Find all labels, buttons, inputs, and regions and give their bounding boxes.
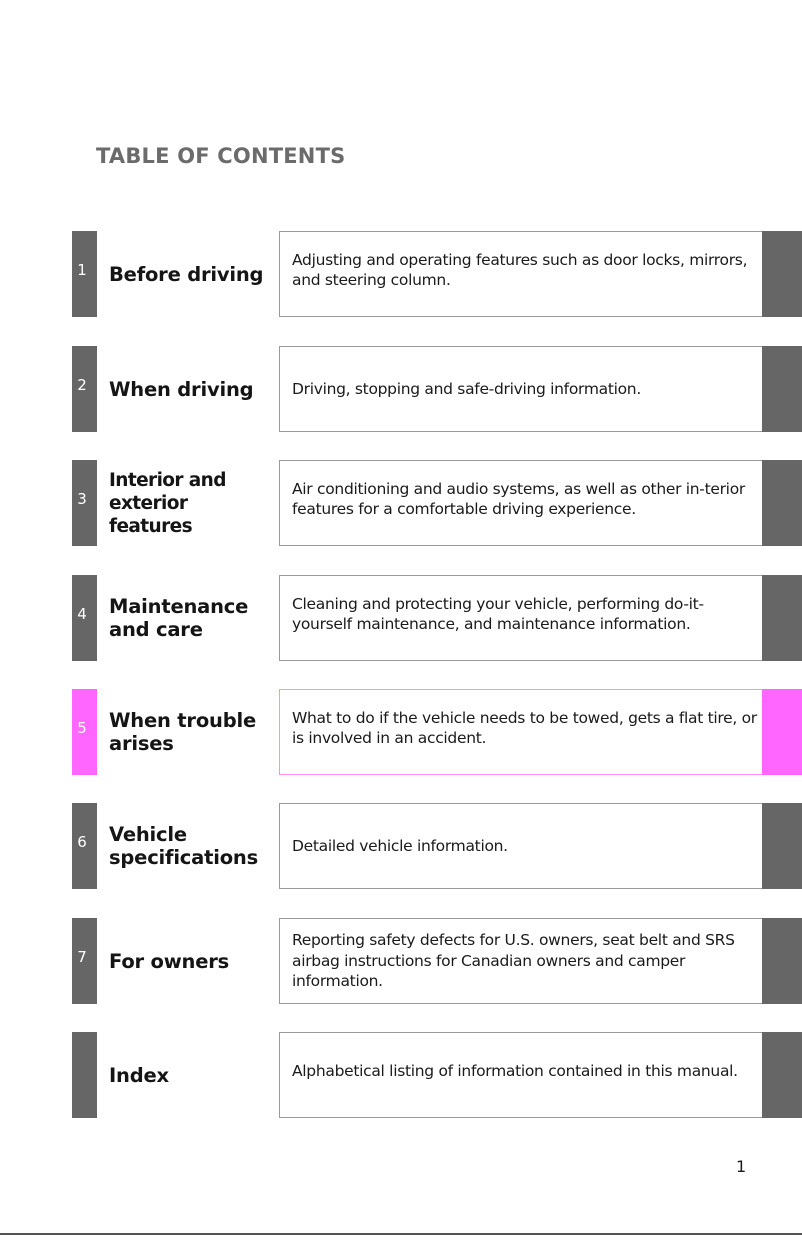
- chapter-title-line: When driving: [109, 377, 254, 401]
- toc-row-when-driving[interactable]: [0, 346, 802, 432]
- chapter-tab[interactable]: [72, 575, 97, 661]
- chapter-description: Cleaning and protecting your vehicle, performing do-it-yourself maintenance, and maintenance information.: [292, 594, 704, 633]
- chapter-title-line: exterior features: [109, 492, 192, 537]
- chapter-title-line: specifications: [109, 846, 259, 869]
- chapter-title-line: Interior and: [109, 469, 226, 491]
- page-title: TABLE OF CONTENTS: [96, 144, 346, 168]
- chapter-number: 3: [77, 490, 87, 508]
- chapter-title[interactable]: [109, 918, 275, 1004]
- chapter-number: 4: [77, 605, 87, 623]
- chapter-title-line: When trouble: [109, 709, 256, 732]
- chapter-title[interactable]: [109, 460, 275, 546]
- toc-row-for-owners[interactable]: [0, 918, 802, 1004]
- chapter-tab[interactable]: [72, 346, 97, 432]
- chapter-title-line: Maintenance: [109, 595, 249, 618]
- chapter-description: Reporting safety defects for U.S. owners, seat belt and SRS airbag instructions for Canadian owners and camper information.: [292, 931, 735, 991]
- chapter-tab[interactable]: [72, 689, 97, 775]
- chapter-description-box[interactable]: [279, 346, 763, 432]
- chapter-title-line: arises: [109, 732, 174, 755]
- chapter-description-box[interactable]: [279, 689, 763, 775]
- toc-row-vehicle-specifications[interactable]: [0, 803, 802, 889]
- toc-row-before-driving[interactable]: [0, 231, 802, 317]
- chapter-number: 6: [77, 833, 87, 851]
- chapter-description-box[interactable]: [279, 231, 763, 317]
- chapter-title[interactable]: [109, 575, 275, 661]
- chapter-tab[interactable]: [72, 1032, 97, 1118]
- chapter-description-box[interactable]: [279, 1032, 763, 1118]
- page-number: 1: [736, 1157, 747, 1176]
- chapter-description: Alphabetical listing of information contained in this manual.: [292, 1061, 738, 1080]
- chapter-description: Detailed vehicle information.: [292, 836, 508, 855]
- thumb-index-tab[interactable]: [762, 346, 802, 432]
- chapter-title[interactable]: [109, 231, 275, 317]
- chapter-description: What to do if the vehicle needs to be towed, gets a flat tire, or is involved in an accident.: [292, 708, 757, 747]
- chapter-title-line: For owners: [109, 949, 230, 973]
- chapter-title[interactable]: [109, 1032, 275, 1118]
- chapter-title-line: Before driving: [109, 262, 264, 286]
- chapter-tab[interactable]: [72, 918, 97, 1004]
- chapter-number: 5: [77, 719, 87, 737]
- toc-row-maintenance-and-care[interactable]: [0, 575, 802, 661]
- chapter-number: 2: [77, 376, 87, 394]
- thumb-index-tab[interactable]: [762, 460, 802, 546]
- chapter-description: Adjusting and operating features such as door locks, mirrors, and steering column.: [292, 250, 748, 289]
- thumb-index-tab[interactable]: [762, 231, 802, 317]
- chapter-description-box[interactable]: [279, 918, 763, 1004]
- thumb-index-tab[interactable]: [762, 1032, 802, 1118]
- thumb-index-tab[interactable]: [762, 918, 802, 1004]
- chapter-description: Air conditioning and audio systems, as well as other in-terior features for a comfortable driving experience.: [292, 479, 745, 518]
- chapter-title-line: Vehicle: [109, 823, 187, 846]
- toc-row-when-trouble-arises[interactable]: [0, 689, 802, 775]
- chapter-title-line: and care: [109, 618, 203, 641]
- chapter-tab[interactable]: [72, 460, 97, 546]
- toc-row-interior-and-exterior-features[interactable]: [0, 460, 802, 546]
- chapter-description-box[interactable]: [279, 575, 763, 661]
- chapter-description: Driving, stopping and safe-driving information.: [292, 379, 641, 398]
- chapter-tab[interactable]: [72, 231, 97, 317]
- chapter-title-line: Index: [109, 1063, 169, 1087]
- chapter-tab[interactable]: [72, 803, 97, 889]
- toc-row-index[interactable]: [0, 1032, 802, 1118]
- thumb-index-tab[interactable]: [762, 689, 802, 775]
- chapter-description-box[interactable]: [279, 460, 763, 546]
- chapter-number: 1: [77, 261, 87, 279]
- thumb-index-tab[interactable]: [762, 575, 802, 661]
- chapter-title[interactable]: [109, 803, 275, 889]
- chapter-title[interactable]: [109, 689, 275, 775]
- chapter-number: 7: [77, 948, 87, 966]
- thumb-index-tab[interactable]: [762, 803, 802, 889]
- chapter-description-box[interactable]: [279, 803, 763, 889]
- chapter-title[interactable]: [109, 346, 275, 432]
